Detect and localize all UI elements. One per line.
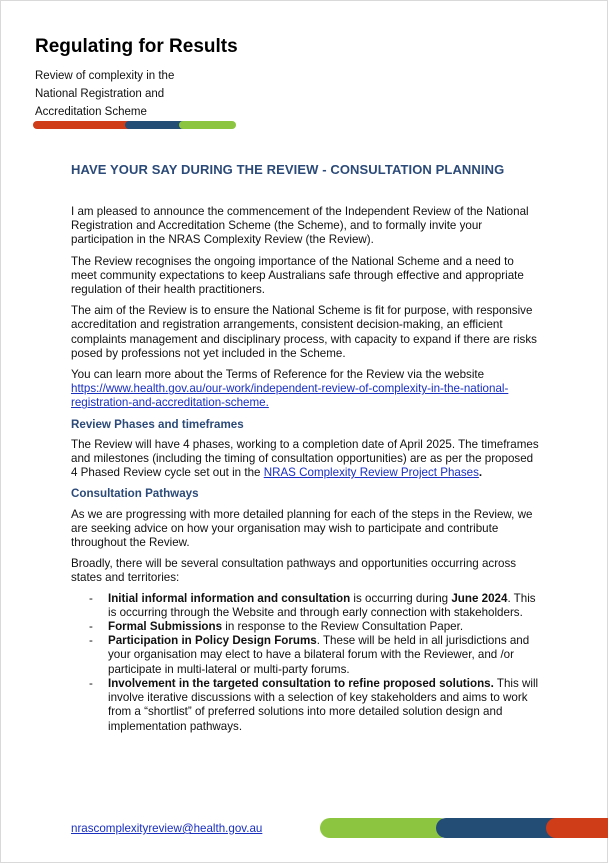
text: . These will be held in all jurisdictions and your organisation may elect to have a bilateral forum with the Reviewer, and /or participate in multi-lateral or multi-party forums. — [108, 634, 530, 676]
document-heading: HAVE YOUR SAY DURING THE REVIEW - CONSULTATION PLANNING — [71, 162, 505, 177]
paragraph: Broadly, there will be several consultation pathways and opportunities occurring across states and territories: — [71, 557, 517, 585]
footer-email-link[interactable]: nrascomplexityreview@health.gov.au — [71, 822, 263, 835]
text: . This is occurring through the Website and through early connection with stakeholders. — [108, 591, 536, 619]
brand-subtitle — [35, 67, 215, 121]
paragraph: The aim of the Review is to ensure the National Scheme is fit for purpose, with responsive accreditation and registration arrangements, consistent decision-making, an efficient complaints management and disciplinary process, with capacity to expand if there are risks posed by professions not yet included in the Scheme. — [71, 304, 537, 360]
text: This will involve iterative discussions with a selection of key stakeholders and aims to work from a “shortlist” of preferred solutions into more detailed solution design and implementation pathways. — [108, 676, 539, 733]
text: is occurring during — [350, 591, 452, 605]
brand-bar-green — [179, 121, 236, 129]
paragraph — [71, 368, 541, 411]
brand-subtitle-line: National Registration and — [35, 88, 165, 100]
brand-title: Regulating for Results — [35, 36, 238, 57]
brand-subtitle-line: Review of complexity in the — [35, 70, 175, 82]
list-item — [71, 592, 541, 620]
bold-text: Participation in Policy Design Forums — [108, 634, 317, 648]
bullet-dash: - — [89, 676, 93, 690]
brand-bar-red — [33, 121, 133, 129]
bullet-dash: - — [89, 591, 93, 605]
document-body — [71, 205, 541, 734]
section-heading-phases: Review Phases and timeframes — [71, 417, 244, 431]
bold-text: Formal Submissions — [108, 620, 223, 634]
paragraph-text: The Review will have 4 phases, working to a completion date of April 2025. The timeframes and milestones (including the timing of consultation opportunities) are as per the proposed 4 Phased Review cycle set out in the — [71, 437, 539, 480]
terms-of-reference-link[interactable]: https://www.health.gov.au/our-work/independent-review-of-complexity-in-the-national-registration-and-accreditation-scheme. — [71, 382, 509, 410]
footer-bar-red — [546, 818, 608, 838]
section-heading-pathways: Consultation Pathways — [71, 487, 199, 501]
footer-bar-green — [320, 818, 450, 838]
bold-text: June 2024 — [451, 591, 508, 605]
bullet-dash: - — [89, 620, 93, 634]
list-item — [71, 677, 541, 734]
paragraph: I am pleased to announce the commencement of the Independent Review of the National Registration and Accreditation Scheme (the Scheme), and to formally invite your participation in the NRAS Complexity Review (the Review). — [71, 205, 529, 247]
project-phases-link[interactable]: NRAS Complexity Review Project Phases — [263, 466, 479, 480]
brand-subtitle-line: Accreditation Scheme — [35, 106, 147, 118]
bullet-dash: - — [89, 634, 93, 648]
paragraph: The Review recognises the ongoing importance of the National Scheme and a need to meet community expectations to keep Australians safe through effective and appropriate regulation of their health practitioners. — [71, 254, 524, 297]
paragraph: As we are progressing with more detailed planning for each of the steps in the Review, we are seeking advice on how your organisation may wish to participate and contribute throughout the Review. — [71, 507, 533, 550]
pathways-list — [71, 592, 541, 734]
text: in response to the Review Consultation Paper. — [222, 620, 464, 634]
list-item — [71, 620, 541, 634]
bold-text: Initial informal information and consultation — [108, 591, 351, 605]
bold-text: Involvement in the targeted consultation to refine proposed solutions. — [108, 676, 494, 690]
list-item — [71, 634, 541, 677]
paragraph-text: You can learn more about the Terms of Reference for the Review via the website — [71, 368, 485, 382]
brand-color-bar — [33, 121, 236, 129]
paragraph-end-punct: . — [478, 466, 483, 480]
paragraph — [71, 438, 541, 481]
